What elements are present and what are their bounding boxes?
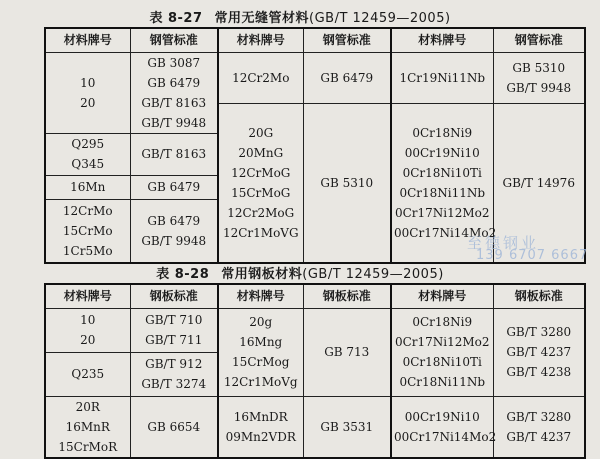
cell-line: 1Cr5Mo <box>62 243 113 258</box>
cell-line: GB/T 4237 <box>506 429 572 444</box>
cell-line: 0Cr17Ni12Mo2 <box>394 205 490 220</box>
cell-line: 16MnR <box>65 419 110 434</box>
cell-line: 20g <box>249 315 273 329</box>
material-cell <box>218 396 303 458</box>
cell-line: 12Cr1MoVG <box>222 225 299 240</box>
steel-plate-table <box>44 283 586 459</box>
cell-line: 12Cr1MoVg <box>223 375 298 389</box>
cell-line: 0Cr18Ni11Nb <box>399 375 486 389</box>
cell-line: GB/T 912 <box>145 357 203 371</box>
cell-line: 20 <box>80 95 96 110</box>
standard-cell <box>493 308 585 396</box>
header-material: 材料牌号 <box>391 284 493 308</box>
material-cell <box>218 52 303 103</box>
material-cell <box>45 396 130 458</box>
header-material: 材料牌号 <box>391 28 493 52</box>
cell-line: 0Cr18Ni10Ti <box>402 165 482 180</box>
material-cell <box>218 103 303 263</box>
cell-line: 00Cr19Ni10 <box>404 145 480 160</box>
cell-line: 0Cr18Ni11Nb <box>399 185 486 200</box>
cell-line: GB/T 9948 <box>141 233 207 248</box>
table-1-title: 常用无缝管材料 <box>214 11 310 26</box>
material-cell <box>45 199 130 263</box>
cell-line: GB 6479 <box>147 75 201 90</box>
cell-line: GB 3531 <box>320 419 374 434</box>
cell-line: GB/T 4237 <box>506 345 572 359</box>
cell-line: Q345 <box>71 157 105 171</box>
material-cell <box>391 396 497 458</box>
standard-cell <box>493 52 585 103</box>
cell-line: GB/T 711 <box>145 333 203 347</box>
header-standard: 钢管标准 <box>130 28 218 52</box>
cell-line: GB/T 8163 <box>141 147 207 161</box>
cell-line: GB/T 3280 <box>506 409 572 424</box>
cell-line: GB/T 8163 <box>141 95 207 110</box>
standard-cell <box>303 308 391 396</box>
cell-line: 10 <box>80 75 96 90</box>
cell-line: 0Cr18Ni9 <box>412 315 473 329</box>
header-standard: 钢管标准 <box>303 28 391 52</box>
cell-line: 0Cr17Ni12Mo2 <box>394 335 490 349</box>
cell-line: 12Cr2MoG <box>227 205 295 220</box>
cell-line: 15CrMoR <box>58 439 118 454</box>
material-cell <box>45 308 130 352</box>
cell-line: 00Cr17Ni14Mo2 <box>394 225 497 240</box>
standard-cell <box>130 52 218 133</box>
table-1-number: 表 8-27 <box>149 11 203 26</box>
material-cell <box>391 308 493 396</box>
cell-line: 16Mn <box>70 180 106 194</box>
header-material: 材料牌号 <box>218 28 303 52</box>
cell-line: GB/T 4238 <box>506 365 572 379</box>
cell-line: 00Cr19Ni10 <box>404 409 480 424</box>
material-cell <box>45 52 130 133</box>
cell-line: GB/T 3280 <box>506 325 572 339</box>
header-standard: 钢板标准 <box>493 284 585 308</box>
standard-cell <box>130 175 218 199</box>
cell-line: 20G <box>248 125 274 140</box>
standard-cell <box>303 52 391 103</box>
table-1-caption <box>0 7 600 26</box>
cell-line: Q295 <box>71 137 105 151</box>
header-material: 材料牌号 <box>45 284 130 308</box>
watermark-phone: 139 6707 6667 <box>476 248 589 263</box>
cell-line: 12CrMoG <box>231 165 291 180</box>
cell-line: 00Cr17Ni14Mo2 <box>394 429 497 444</box>
cell-line: GB 6654 <box>147 419 201 434</box>
standard-cell <box>130 396 218 458</box>
table-2-caption <box>0 263 600 282</box>
standard-cell <box>130 352 218 396</box>
material-cell <box>45 175 130 199</box>
cell-line: GB 5310 <box>512 60 566 75</box>
cell-line: GB/T 3274 <box>141 377 207 391</box>
cell-line: GB 3087 <box>147 55 201 70</box>
material-cell <box>45 352 130 396</box>
cell-line: 0Cr18Ni10Ti <box>402 355 482 369</box>
table-1-standard: (GB/T 12459—2005) <box>309 11 451 26</box>
cell-line: GB 6479 <box>320 70 374 85</box>
header-material: 材料牌号 <box>45 28 130 52</box>
header-standard: 钢板标准 <box>130 284 218 308</box>
cell-line: 20R <box>75 399 100 414</box>
cell-line: 16Mng <box>239 335 283 349</box>
standard-cell <box>303 103 391 263</box>
cell-line: GB/T 14976 <box>502 175 575 190</box>
header-standard: 钢管标准 <box>493 28 585 52</box>
cell-line: 16MnDR <box>233 409 288 424</box>
cell-line: GB/T 9948 <box>141 115 207 130</box>
standard-cell <box>130 308 218 352</box>
cell-line: Q235 <box>71 367 105 381</box>
cell-line: GB 5310 <box>320 175 374 190</box>
watermark-text: 至德钢业 <box>467 234 540 252</box>
cell-line: GB/T 710 <box>145 313 203 327</box>
cell-line: GB 713 <box>324 345 370 359</box>
cell-line: 0Cr18Ni9 <box>412 125 473 140</box>
standard-cell <box>493 396 585 458</box>
standard-cell <box>130 133 218 175</box>
cell-line: GB/T 9948 <box>506 80 572 95</box>
cell-line: GB 6479 <box>147 213 201 228</box>
cell-line: 12Cr2Mo <box>232 70 290 85</box>
cell-line: 15CrMog <box>232 355 290 369</box>
table-2-number: 表 8-28 <box>156 267 210 282</box>
table-2-standard: (GB/T 12459—2005) <box>302 267 444 282</box>
seamless-pipe-table <box>44 27 589 264</box>
material-cell <box>218 308 303 396</box>
cell-line: 12CrMo <box>62 203 113 218</box>
cell-line: 15CrMo <box>62 223 113 238</box>
table-2-title: 常用钢板材料 <box>221 267 303 282</box>
cell-line: GB 6479 <box>147 180 201 194</box>
cell-line: 09Mn2VDR <box>225 429 296 444</box>
header-standard: 钢板标准 <box>303 284 391 308</box>
standard-cell <box>303 396 391 458</box>
material-cell <box>45 133 130 175</box>
material-cell <box>391 52 493 103</box>
cell-line: 15CrMoG <box>231 185 291 200</box>
header-material: 材料牌号 <box>218 284 303 308</box>
cell-line: 1Cr19Ni11Nb <box>399 70 486 85</box>
cell-line: 10 <box>80 313 96 327</box>
standard-cell <box>130 199 218 263</box>
cell-line: 20 <box>80 333 96 347</box>
cell-line: 20MnG <box>238 145 284 160</box>
